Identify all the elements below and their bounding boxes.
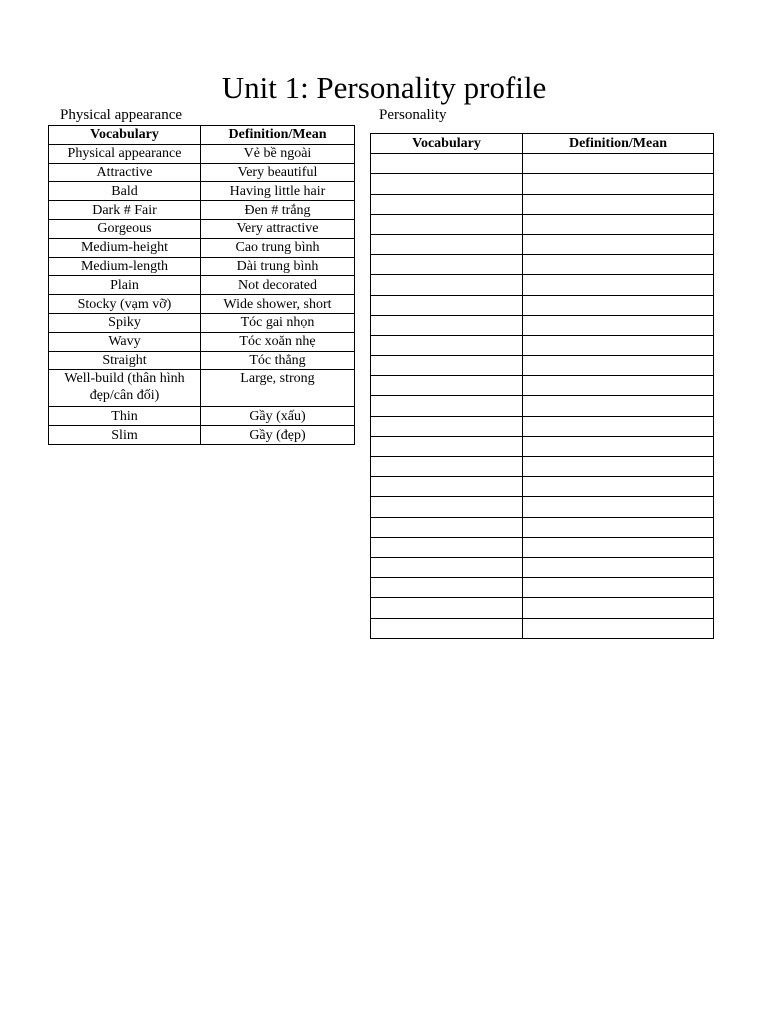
table-row bbox=[371, 618, 714, 638]
definition-cell: Large, strong bbox=[201, 370, 355, 407]
table-row bbox=[371, 315, 714, 335]
definition-cell bbox=[523, 234, 714, 254]
definition-cell bbox=[523, 376, 714, 396]
table-row bbox=[49, 238, 355, 257]
table-row bbox=[49, 313, 355, 332]
definition-cell bbox=[523, 436, 714, 456]
definition-cell bbox=[523, 396, 714, 416]
table-row bbox=[371, 598, 714, 618]
definition-cell: Gầy (xấu) bbox=[201, 407, 355, 426]
vocabulary-cell bbox=[371, 376, 523, 396]
definition-cell: Cao trung bình bbox=[201, 238, 355, 257]
table-row bbox=[371, 557, 714, 577]
vocabulary-cell: Plain bbox=[49, 276, 201, 295]
table-row bbox=[49, 163, 355, 182]
vocabulary-cell bbox=[371, 517, 523, 537]
table-row bbox=[371, 517, 714, 537]
definition-cell bbox=[523, 517, 714, 537]
definition-cell bbox=[523, 214, 714, 234]
vocabulary-cell: Medium-length bbox=[49, 257, 201, 276]
table-row bbox=[371, 194, 714, 214]
table-row bbox=[371, 154, 714, 174]
table-row bbox=[371, 436, 714, 456]
vocabulary-header: Vocabulary bbox=[49, 126, 201, 145]
table-header-row bbox=[49, 126, 355, 145]
vocabulary-cell bbox=[371, 214, 523, 234]
definition-cell: Tóc xoăn nhẹ bbox=[201, 332, 355, 351]
vocabulary-cell bbox=[371, 598, 523, 618]
vocabulary-cell: Dark # Fair bbox=[49, 201, 201, 220]
table-row bbox=[49, 426, 355, 445]
vocabulary-cell bbox=[371, 275, 523, 295]
definition-cell bbox=[523, 497, 714, 517]
vocabulary-cell bbox=[371, 436, 523, 456]
personality-label: Personality bbox=[379, 107, 447, 123]
vocabulary-cell bbox=[371, 396, 523, 416]
vocabulary-cell bbox=[371, 194, 523, 214]
table-row bbox=[49, 332, 355, 351]
table-row bbox=[49, 276, 355, 295]
definition-cell: Dài trung bình bbox=[201, 257, 355, 276]
vocabulary-cell bbox=[371, 557, 523, 577]
table-row bbox=[49, 257, 355, 276]
table-row bbox=[371, 477, 714, 497]
vocabulary-cell bbox=[371, 416, 523, 436]
vocabulary-cell: Wavy bbox=[49, 332, 201, 351]
vocabulary-cell bbox=[371, 255, 523, 275]
definition-cell: Not decorated bbox=[201, 276, 355, 295]
definition-cell bbox=[523, 194, 714, 214]
vocabulary-cell bbox=[371, 234, 523, 254]
table-row bbox=[371, 335, 714, 355]
definition-cell: Tóc gai nhọn bbox=[201, 313, 355, 332]
definition-cell bbox=[523, 255, 714, 275]
definition-cell: Wide shower, short bbox=[201, 295, 355, 314]
physical-table-body bbox=[49, 144, 355, 444]
vocabulary-cell bbox=[371, 618, 523, 638]
definition-cell bbox=[523, 416, 714, 436]
physical-appearance-table bbox=[48, 125, 355, 445]
table-row bbox=[49, 201, 355, 220]
definition-cell: Very beautiful bbox=[201, 163, 355, 182]
personality-table bbox=[370, 133, 714, 639]
vocabulary-cell: Slim bbox=[49, 426, 201, 445]
vocabulary-cell: Attractive bbox=[49, 163, 201, 182]
definition-header: Definition/Mean bbox=[523, 134, 714, 154]
definition-cell bbox=[523, 477, 714, 497]
definition-cell bbox=[523, 356, 714, 376]
vocabulary-cell bbox=[371, 477, 523, 497]
vocabulary-cell bbox=[371, 295, 523, 315]
definition-cell bbox=[523, 154, 714, 174]
vocabulary-cell bbox=[371, 457, 523, 477]
table-row bbox=[371, 537, 714, 557]
vocabulary-cell bbox=[371, 174, 523, 194]
definition-cell bbox=[523, 557, 714, 577]
table-row bbox=[371, 457, 714, 477]
page-title: Unit 1: Personality profile bbox=[221, 70, 547, 105]
definition-cell: Very attractive bbox=[201, 219, 355, 238]
definition-cell bbox=[523, 335, 714, 355]
table-row bbox=[371, 416, 714, 436]
table-row bbox=[49, 144, 355, 163]
vocabulary-cell bbox=[371, 335, 523, 355]
vocabulary-cell: Spiky bbox=[49, 313, 201, 332]
definition-cell: Đen # trắng bbox=[201, 201, 355, 220]
definition-cell bbox=[523, 174, 714, 194]
definition-cell: Gầy (đẹp) bbox=[201, 426, 355, 445]
definition-cell bbox=[523, 598, 714, 618]
definition-cell: Tóc thẳng bbox=[201, 351, 355, 370]
definition-cell bbox=[523, 315, 714, 335]
table-row bbox=[49, 182, 355, 201]
vocabulary-header: Vocabulary bbox=[371, 134, 523, 154]
vocabulary-cell bbox=[371, 356, 523, 376]
vocabulary-cell bbox=[371, 315, 523, 335]
table-row bbox=[49, 351, 355, 370]
vocabulary-cell: Well-build (thân hình đẹp/cân đối) bbox=[49, 370, 201, 407]
definition-cell bbox=[523, 578, 714, 598]
definition-cell bbox=[523, 295, 714, 315]
definition-cell bbox=[523, 457, 714, 477]
vocabulary-cell: Straight bbox=[49, 351, 201, 370]
vocabulary-cell bbox=[371, 154, 523, 174]
definition-cell: Having little hair bbox=[201, 182, 355, 201]
personality-table-body bbox=[371, 154, 714, 639]
table-row bbox=[371, 214, 714, 234]
definition-cell bbox=[523, 537, 714, 557]
table-row bbox=[371, 356, 714, 376]
definition-header: Definition/Mean bbox=[201, 126, 355, 145]
table-row bbox=[49, 295, 355, 314]
table-row bbox=[49, 219, 355, 238]
vocabulary-cell: Physical appearance bbox=[49, 144, 201, 163]
vocabulary-cell bbox=[371, 578, 523, 598]
definition-cell bbox=[523, 618, 714, 638]
vocabulary-cell: Medium-height bbox=[49, 238, 201, 257]
table-header-row bbox=[371, 134, 714, 154]
vocabulary-cell bbox=[371, 497, 523, 517]
vocabulary-cell: Bald bbox=[49, 182, 201, 201]
vocabulary-cell bbox=[371, 537, 523, 557]
definition-cell: Vẻ bề ngoài bbox=[201, 144, 355, 163]
vocabulary-cell: Gorgeous bbox=[49, 219, 201, 238]
table-row bbox=[371, 275, 714, 295]
table-row bbox=[371, 234, 714, 254]
table-row bbox=[371, 578, 714, 598]
vocabulary-cell: Stocky (vạm vỡ) bbox=[49, 295, 201, 314]
table-row bbox=[371, 174, 714, 194]
table-row bbox=[371, 497, 714, 517]
definition-cell bbox=[523, 275, 714, 295]
table-row bbox=[371, 295, 714, 315]
table-row bbox=[371, 396, 714, 416]
physical-appearance-label: Physical appearance bbox=[60, 107, 183, 123]
table-row bbox=[49, 407, 355, 426]
table-row bbox=[371, 376, 714, 396]
vocabulary-cell: Thin bbox=[49, 407, 201, 426]
table-row bbox=[371, 255, 714, 275]
table-row bbox=[49, 370, 355, 407]
